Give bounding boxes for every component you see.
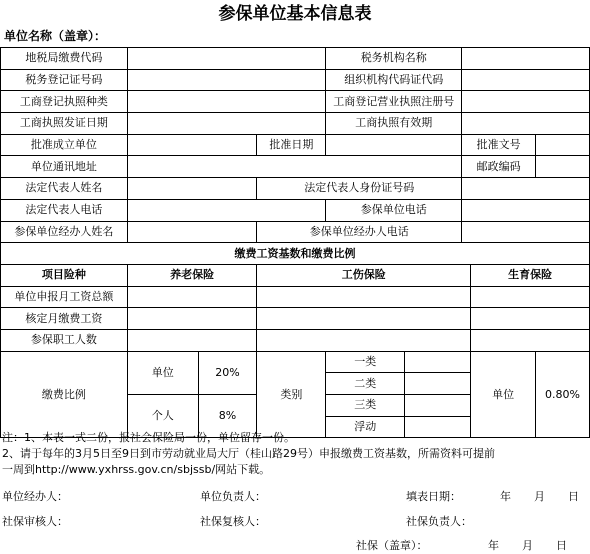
- table-row: [1, 199, 590, 221]
- table-row: [1, 286, 590, 308]
- table-row: [1, 329, 590, 351]
- class-2-field[interactable]: [405, 373, 471, 395]
- class-1-field[interactable]: [405, 351, 471, 373]
- header-maternity: 生育保险: [471, 264, 590, 286]
- class-1-label: 一类: [326, 351, 405, 373]
- header-pension: 养老保险: [127, 264, 257, 286]
- fill-date-label: 填表日期：: [406, 490, 461, 503]
- pension-person-rate: 8%: [198, 395, 257, 438]
- legal-rep-id-field[interactable]: [462, 178, 590, 200]
- table-row: [1, 156, 590, 178]
- tax-office-field[interactable]: [462, 48, 590, 70]
- table-row: [1, 351, 590, 373]
- org-code-label: 组织机构代码证代码: [326, 69, 462, 91]
- license-type-label: 工商登记执照种类: [1, 91, 128, 113]
- table-row: [1, 134, 590, 156]
- reviewer-label: 社保审核人：: [2, 515, 68, 528]
- note-line-3: 一周到http://www.yxhrss.gov.cn/sbjssb/网站下载。: [2, 463, 271, 476]
- license-issue-date-field[interactable]: [127, 113, 325, 135]
- seal-day: 日: [556, 539, 567, 552]
- org-code-field[interactable]: [462, 69, 590, 91]
- approve-doc-field[interactable]: [536, 134, 590, 156]
- rechecker-label: 社保复核人：: [200, 515, 266, 528]
- approve-unit-label: 批准成立单位: [1, 134, 128, 156]
- fill-year: 年: [500, 490, 511, 503]
- class-3-label: 三类: [326, 395, 405, 417]
- table-row: [1, 113, 590, 135]
- maternity-approved-field[interactable]: [471, 308, 590, 330]
- postcode-label: 邮政编码: [462, 156, 536, 178]
- declared-wage-label: 单位申报月工资总额: [1, 286, 128, 308]
- injury-count-field[interactable]: [257, 329, 471, 351]
- handler-name-field[interactable]: [127, 221, 257, 243]
- injury-approved-field[interactable]: [257, 308, 471, 330]
- license-valid-label: 工商执照有效期: [326, 113, 462, 135]
- approve-date-field[interactable]: [326, 134, 462, 156]
- legal-rep-phone-label: 法定代表人电话: [1, 199, 128, 221]
- injury-wage-field[interactable]: [257, 286, 471, 308]
- table-row: [1, 308, 590, 330]
- fill-day: 日: [568, 490, 579, 503]
- table-row: [1, 264, 590, 286]
- table-row: [1, 91, 590, 113]
- pension-approved-field[interactable]: [127, 308, 257, 330]
- section-title: 缴费工资基数和缴费比例: [1, 243, 590, 265]
- postcode-field[interactable]: [536, 156, 590, 178]
- legal-rep-phone-field[interactable]: [127, 199, 325, 221]
- injury-category-label: 类别: [257, 351, 326, 438]
- unit-handler-label: 单位经办人：: [2, 490, 68, 503]
- unit-phone-field[interactable]: [462, 199, 590, 221]
- page-title: 参保单位基本信息表: [218, 4, 372, 24]
- address-label: 单位通讯地址: [1, 156, 128, 178]
- approve-unit-field[interactable]: [127, 134, 257, 156]
- license-valid-field[interactable]: [462, 113, 590, 135]
- class-float-field[interactable]: [405, 416, 471, 438]
- license-reg-no-label: 工商登记营业执照注册号: [326, 91, 462, 113]
- legal-rep-name-field[interactable]: [127, 178, 257, 200]
- tax-reg-no-label: 税务登记证号码: [1, 69, 128, 91]
- maternity-unit-label: 单位: [471, 351, 536, 438]
- pension-unit-label: 单位: [127, 351, 198, 394]
- handler-phone-field[interactable]: [462, 221, 590, 243]
- approved-wage-label: 核定月缴费工资: [1, 308, 128, 330]
- unit-phone-label: 参保单位电话: [326, 199, 462, 221]
- rate-label: 缴费比例: [1, 351, 128, 438]
- table-row: [1, 243, 590, 265]
- tax-payment-code-field[interactable]: [127, 48, 325, 70]
- unit-leader-label: 单位负责人：: [200, 490, 266, 503]
- license-reg-no-field[interactable]: [462, 91, 590, 113]
- license-type-field[interactable]: [127, 91, 325, 113]
- license-issue-date-label: 工商执照发证日期: [1, 113, 128, 135]
- tax-reg-no-field[interactable]: [127, 69, 325, 91]
- class-2-label: 二类: [326, 373, 405, 395]
- seal-month: 月: [522, 539, 533, 552]
- maternity-count-field[interactable]: [471, 329, 590, 351]
- pension-count-field[interactable]: [127, 329, 257, 351]
- approve-doc-label: 批准文号: [462, 134, 536, 156]
- info-form-table: [0, 47, 590, 438]
- pension-person-label: 个人: [127, 395, 198, 438]
- handler-phone-label: 参保单位经办人电话: [257, 221, 462, 243]
- pension-wage-field[interactable]: [127, 286, 257, 308]
- table-row: [1, 48, 590, 70]
- maternity-wage-field[interactable]: [471, 286, 590, 308]
- legal-rep-id-label: 法定代表人身份证号码: [257, 178, 462, 200]
- seal-year: 年: [488, 539, 499, 552]
- table-row: [1, 178, 590, 200]
- fill-month: 月: [534, 490, 545, 503]
- tax-office-label: 税务机构名称: [326, 48, 462, 70]
- handler-name-label: 参保单位经办人姓名: [1, 221, 128, 243]
- address-field[interactable]: [127, 156, 461, 178]
- class-3-field[interactable]: [405, 395, 471, 417]
- insured-count-label: 参保职工人数: [1, 329, 128, 351]
- note-line-1: 注：1、本表一式二份，报社会保险局一份，单位留存一份。: [2, 431, 295, 444]
- tax-payment-code-label: 地税局缴费代码: [1, 48, 128, 70]
- class-float-label: 浮动: [326, 416, 405, 438]
- unit-name-label: 单位名称（盖章）：: [4, 29, 107, 43]
- maternity-rate: 0.80%: [536, 351, 590, 438]
- legal-rep-name-label: 法定代表人姓名: [1, 178, 128, 200]
- seal-label: 社保（盖章）：: [356, 539, 428, 552]
- table-row: [1, 221, 590, 243]
- si-leader-label: 社保负责人：: [406, 515, 472, 528]
- table-row: [1, 69, 590, 91]
- approve-date-label: 批准日期: [257, 134, 326, 156]
- note-line-2: 2、请于每年的3月5日至9日到市劳动就业局大厅（桂山路29号）申报缴费工资基数，所需资料可提前: [2, 447, 495, 460]
- pension-unit-rate: 20%: [198, 351, 257, 394]
- header-injury: 工伤保险: [257, 264, 471, 286]
- header-item: 项目险种: [1, 264, 128, 286]
